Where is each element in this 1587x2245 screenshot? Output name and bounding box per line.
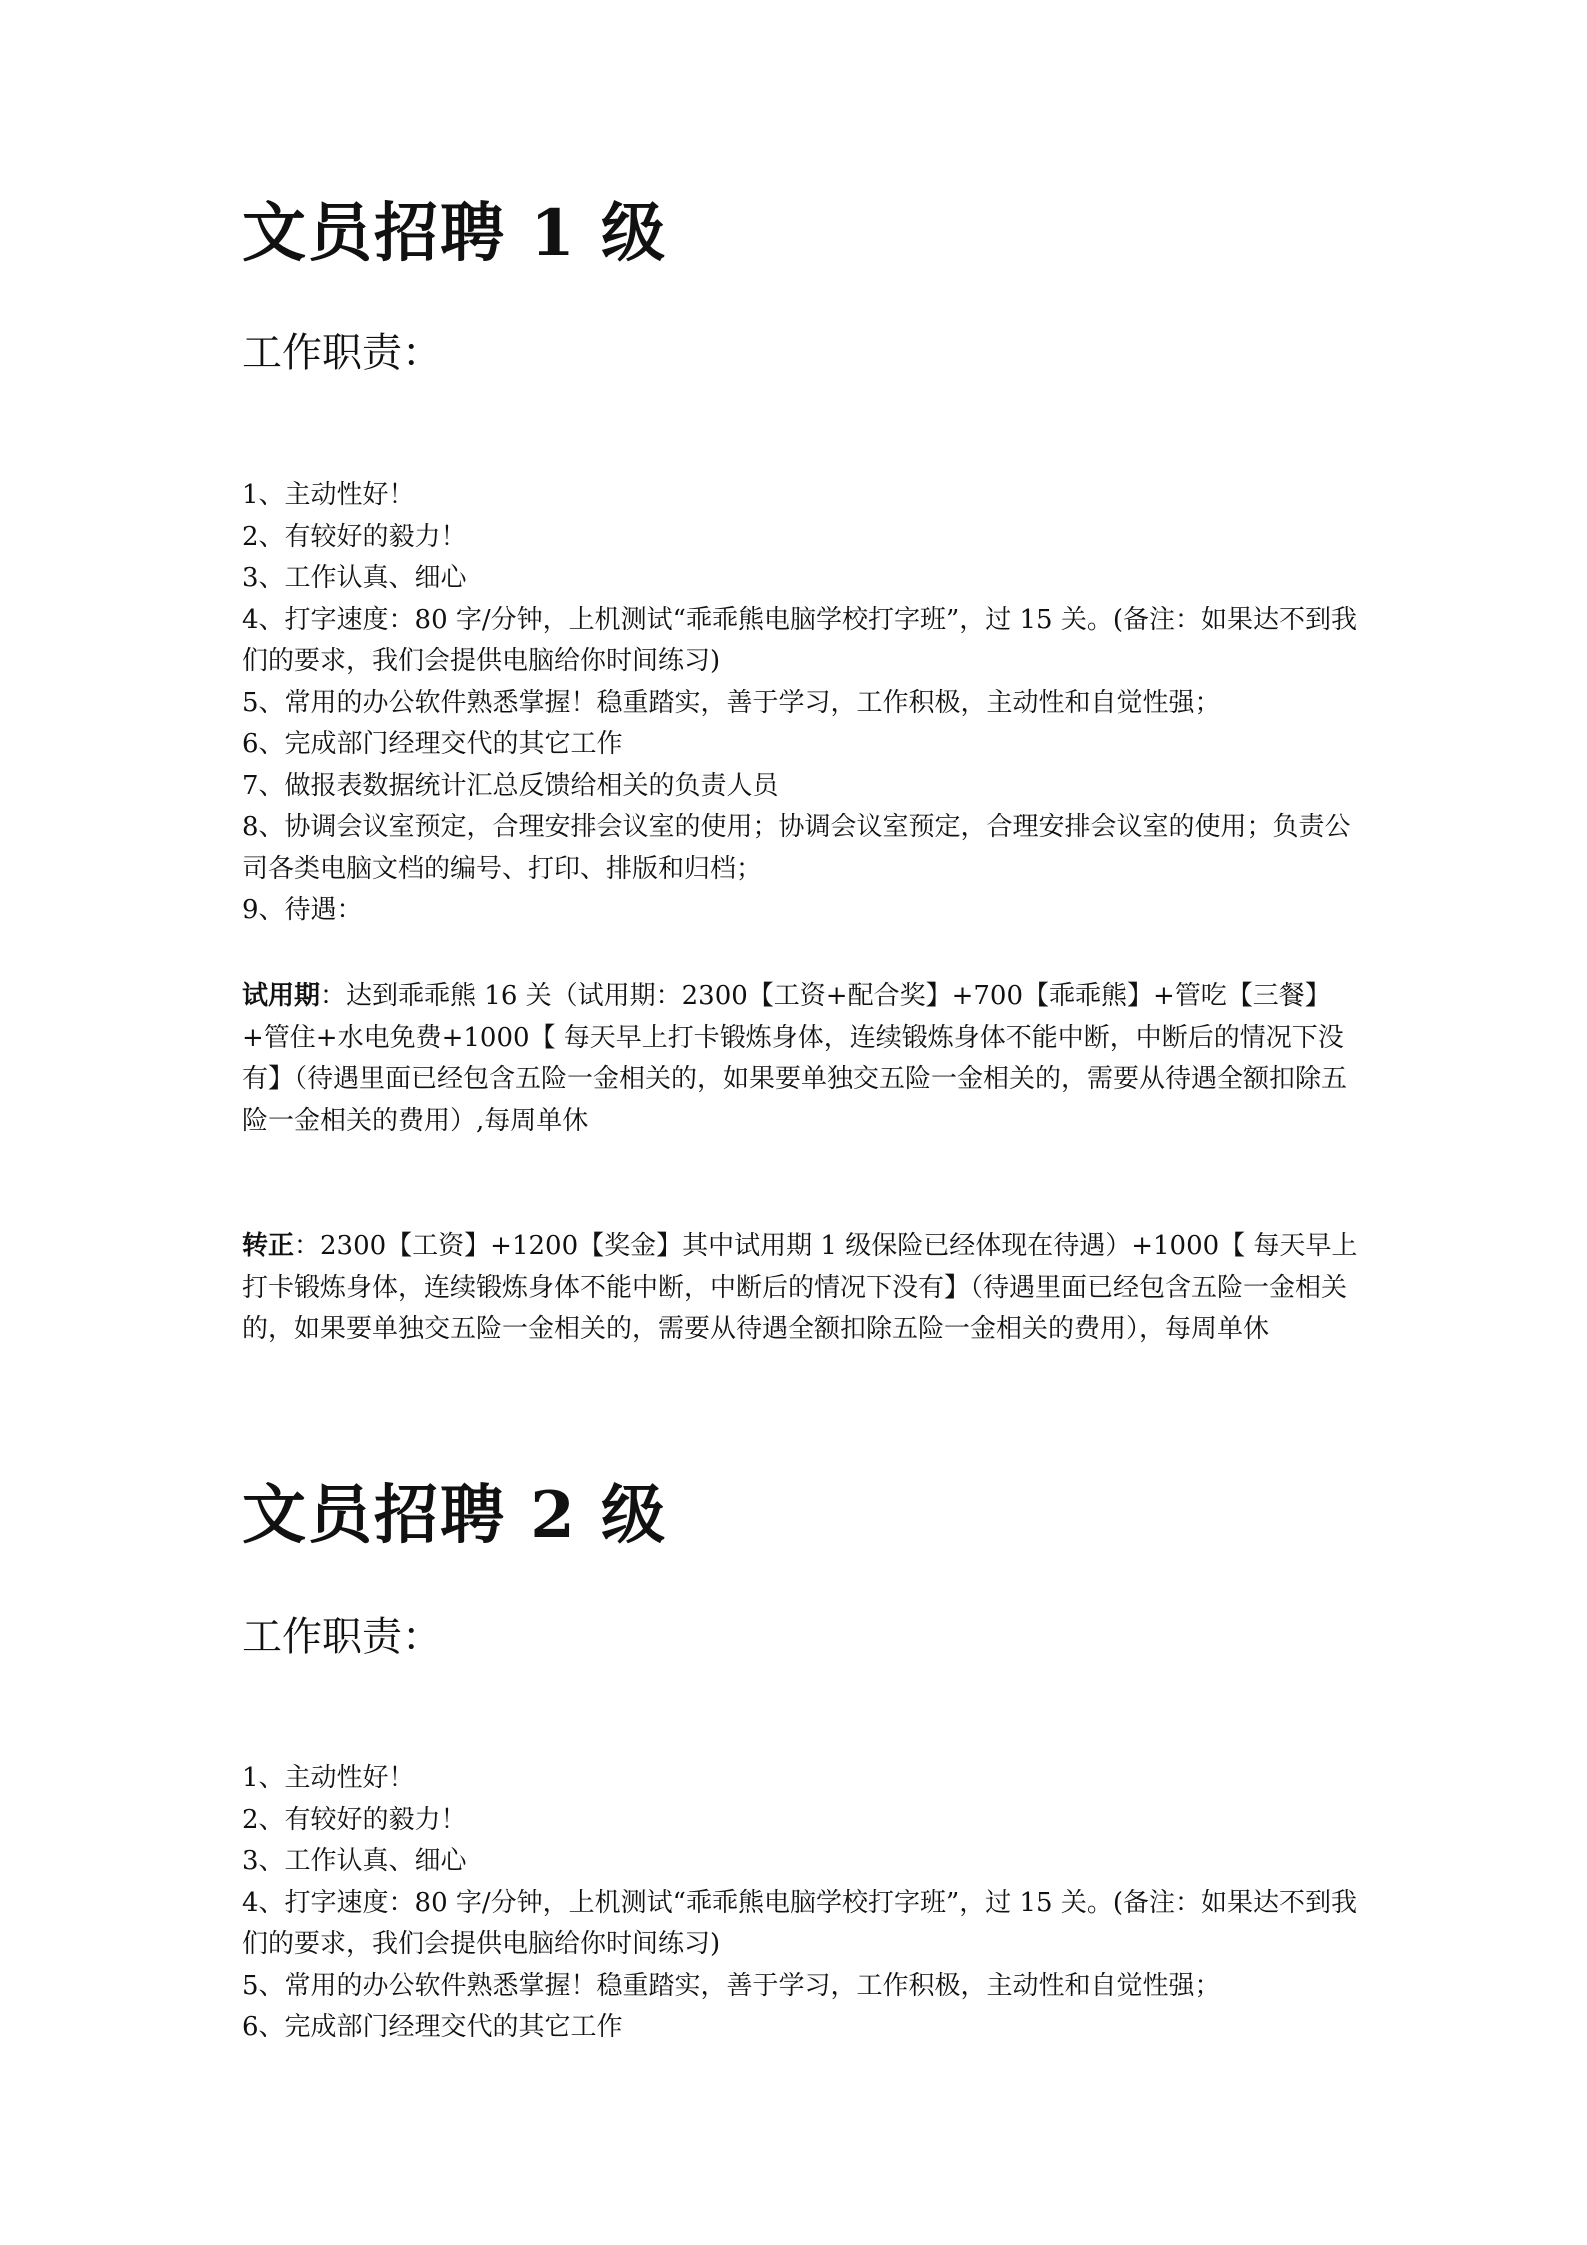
list-item: 8、协调会议室预定，合理安排会议室的使用；协调会议室预定，合理安排会议室的使用；负责公司各类电脑文档的编号、打印、排版和归档；	[242, 812, 1351, 884]
list-item: 6、完成部门经理交代的其它工作	[242, 2012, 623, 2042]
list-item: 5、常用的办公软件熟悉掌握！稳重踏实，善于学习，工作积极，主动性和自觉性强；	[242, 687, 1221, 718]
probation-label: 试用期	[242, 981, 321, 1011]
list-item: 9、待遇：	[242, 895, 363, 925]
list-item: 3、工作认真、细心	[242, 563, 467, 593]
list-item: 1、主动性好！	[242, 1763, 415, 1793]
list-item: 7、做报表数据统计汇总反馈给相关的负责人员	[242, 770, 779, 801]
probation-paragraph	[242, 976, 1362, 1142]
list-item: 2、有较好的毅力！	[242, 1804, 467, 1835]
section1-subtitle: 工作职责：	[242, 330, 442, 376]
regular-paragraph	[242, 1226, 1362, 1351]
section2-title: 文员招聘 2 级	[242, 1478, 668, 1553]
section1-title: 文员招聘 1 级	[242, 196, 668, 271]
regular-label: 转正	[242, 1231, 295, 1261]
list-item: 3、工作认真、细心	[242, 1846, 467, 1876]
list-item: 4、打字速度：80 字/分钟，上机测试“乖乖熊电脑学校打字班”，过 15 关。(备注：如果达不到我们的要求，我们会提供电脑给你时间练习)	[242, 1887, 1357, 1959]
list-item: 5、常用的办公软件熟悉掌握！稳重踏实，善于学习，工作积极，主动性和自觉性强；	[242, 1970, 1221, 2001]
section2-subtitle: 工作职责：	[242, 1614, 442, 1660]
list-item: 2、有较好的毅力！	[242, 521, 467, 552]
list-item: 6、完成部门经理交代的其它工作	[242, 729, 623, 759]
list-item: 4、打字速度：80 字/分钟，上机测试“乖乖熊电脑学校打字班”，过 15 关。(备注：如果达不到我们的要求，我们会提供电脑给你时间练习)	[242, 604, 1357, 676]
section2-duty-list	[242, 1758, 1362, 2049]
regular-text: ：2300【工资】+1200【奖金】其中试用期 1 级保险已经体现在待遇）+1000【 每天早上打卡锻炼身体，连续锻炼身体不能中断，中断后的情况下没有】（待遇里面已经包含五险一金相关的，如果要单独交五险一金相关的，需要从待遇全额扣除五险一金相关的费用），每周单休	[242, 1231, 1358, 1344]
list-item: 1、主动性好！	[242, 480, 415, 510]
probation-text: ：达到乖乖熊 16 关（试用期：2300【工资+配合奖】+700【乖乖熊】+管吃【三餐】+管住+水电免费+1000【 每天早上打卡锻炼身体，连续锻炼身体不能中断，中断后的情况下没有】（待遇里面已经包含五险一金相关的，如果要单独交五险一金相关的，需要从待遇全额扣除五险一金相关的费用）,每周单休	[242, 981, 1348, 1136]
section1-duty-list	[242, 475, 1362, 932]
